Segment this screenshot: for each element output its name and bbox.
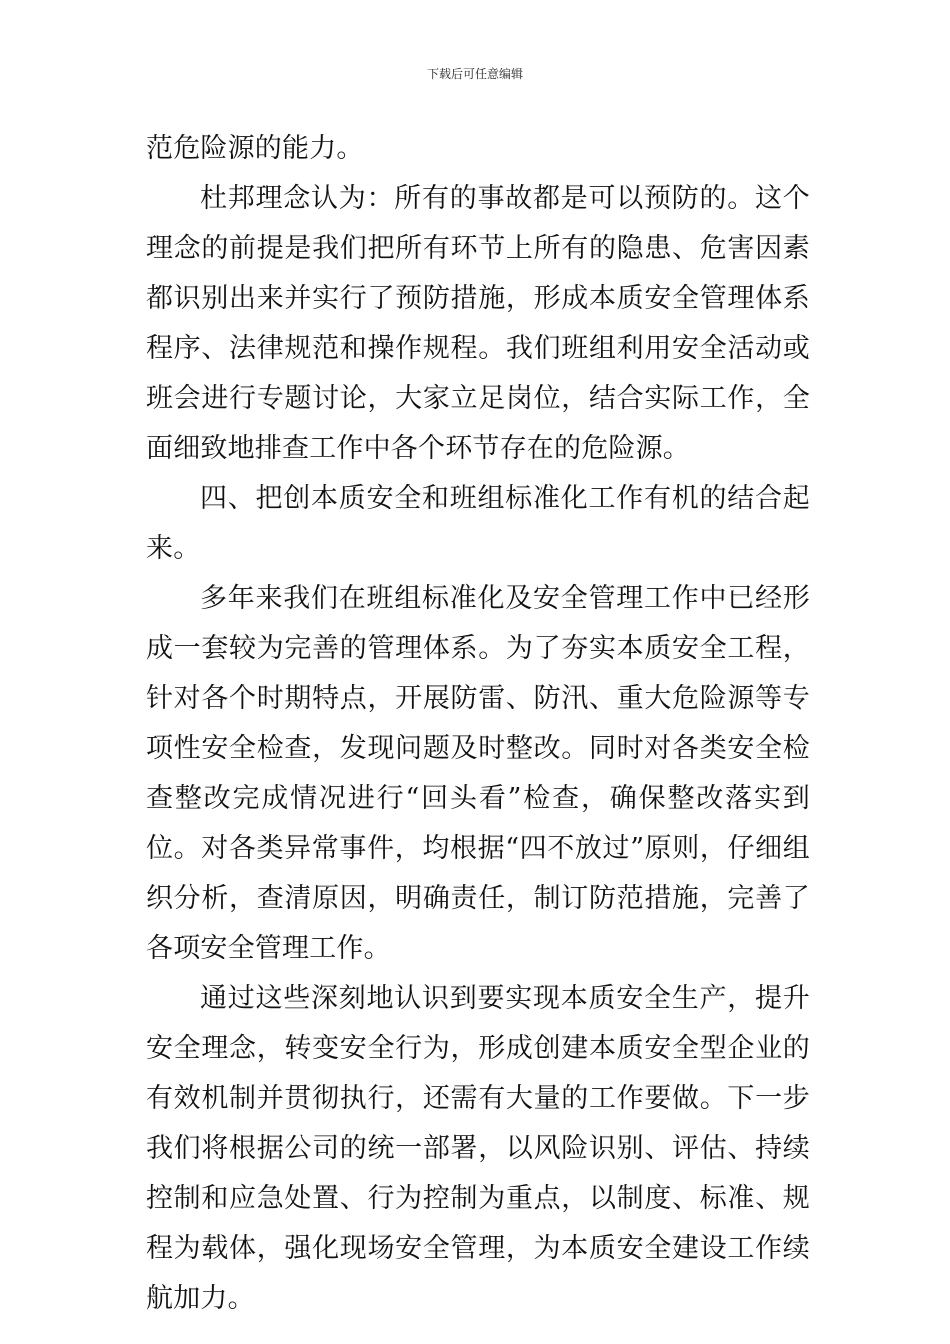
paragraph-dupont-concept: 杜邦理念认为：所有的事故都是可以预防的。这个理念的前提是我们把所有环节上所有的隐患、危害因素都识别出来并实行了预防措施，形成本质安全管理体系程序、法律规范和操作规程。我们班组利用安全活动或班会进行专题讨论，大家立足岗位，结合实际工作，全面细致地排查工作中各个环节存在的危险源。 <box>146 183 810 464</box>
paragraph-conclusion: 通过这些深刻地认识到要实现本质安全生产，提升安全理念，转变安全行为，形成创建本质安全型企业的有效机制并贯彻执行，还需有大量的工作要做。下一步我们将根据公司的统一部署，以风险识别、评估、持续控制和应急处置、行为控制为重点，以制度、标准、规程为载体，强化现场安全管理，为本质安全建设工作续航加力。 <box>146 983 810 1314</box>
section-heading-four: 四、把创本质安全和班组标准化工作有机的结合起来。 <box>146 483 810 564</box>
page-header: 下载后可任意编辑 <box>426 67 523 81</box>
document-body <box>146 124 810 1324</box>
paragraph-management-system: 多年来我们在班组标准化及安全管理工作中已经形成一套较为完善的管理体系。为了夯实本质安全工程，针对各个时期特点，开展防雷、防汛、重大危险源等专项性安全检查，发现问题及时整改。同时对各类安全检查整改完成情况进行“回头看”检查，确保整改落实到位。对各类异常事件，均根据“四不放过”原则，仔细组织分析，查清原因，明确责任，制订防范措施，完善了各项安全管理工作。 <box>146 583 810 964</box>
paragraph-continuation: 范危险源的能力。 <box>146 133 364 164</box>
